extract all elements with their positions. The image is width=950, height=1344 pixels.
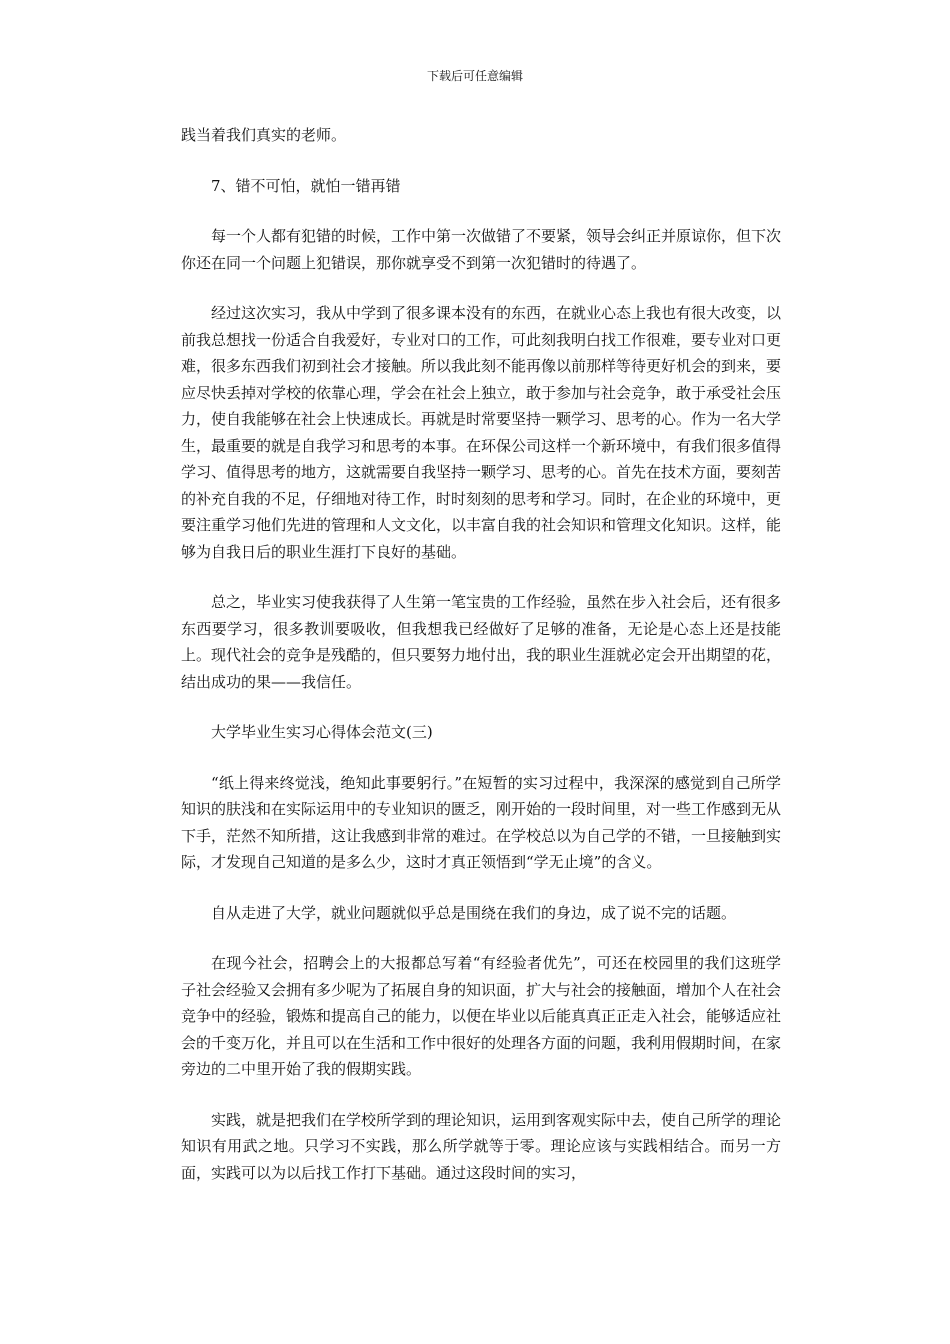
section-heading: 7、错不可怕，就怕一错再错	[211, 176, 401, 195]
paragraph: 经过这次实习，我从中学到了很多课本没有的东西，在就业心态上我也有很大改变，以前我总想找一份适合自我爱好，专业对口的工作，可此刻我明白找工作很难，要专业对口更难，很多东西我们初到社会才接触。所以我此刻不能再像以前那样等待更好机会的到来，要应尽快丢掉对学校的依靠心理，学会在社会上独立，敢于参加与社会竞争，敢于承受社会压力，使自我能够在社会上快速成长。再就是时常要坚持一颗学习、思考的心。作为一名大学生，最重要的就是自我学习和思考的本事。在环保公司这样一个新环境中，有我们很多值得学习、值得思考的地方，这就需要自我坚持一颗学习、思考的心。首先在技术方面，要刻苦的补充自我的不足，仔细地对待工作，时时刻刻的思考和学习。同时，在企业的环境中，更要注重学习他们先进的管理和人文文化，以丰富自我的社会知识和管理文化知识。这样，能够为自我日后的职业生涯打下良好的基础。	[181, 304, 782, 561]
section-heading: 大学毕业生实习心得体会范文(三)	[211, 723, 433, 741]
paragraph: “纸上得来终觉浅，绝知此事要躬行。”在短暂的实习过程中，我深深的感觉到自己所学知识的肤浅和在实际运用中的专业知识的匮乏，刚开始的一段时间里，对一些工作感到无从下手，茫然不知所措，这让我感到非常的难过。在学校总以为自己学的不错，一旦接触到实际，才发现自己知道的是多么少，这时才真正领悟到“学无止境”的含义。	[181, 773, 782, 871]
paragraph: 践当着我们真实的老师。	[181, 126, 347, 144]
document-body	[181, 122, 781, 1210]
page-header: 下载后可任意编辑	[426, 69, 523, 83]
paragraph: 每一个人都有犯错的时候，工作中第一次做错了不要紧，领导会纠正并原谅你，但下次你还在同一个问题上犯错误，那你就享受不到第一次犯错时的待遇了。	[181, 227, 782, 272]
paragraph: 总之，毕业实习使我获得了人生第一笔宝贵的工作经验，虽然在步入社会后，还有很多东西要学习，很多教训要吸收，但我想我已经做好了足够的准备，无论是心态上还是技能上。现代社会的竞争是残酷的，但只要努力地付出，我的职业生涯就必定会开出期望的花，结出成功的果——我信任。	[181, 593, 782, 691]
paragraph: 在现今社会，招聘会上的大报都总写着“有经验者优先”，可还在校园里的我们这班学子社会经验又会拥有多少呢为了拓展自身的知识面，扩大与社会的接触面，增加个人在社会竞争中的经验，锻炼和提高自己的能力，以便在毕业以后能真真正正走入社会，能够适应社会的千变万化，并且可以在生活和工作中很好的处理各方面的问题，我利用假期时间，在家旁边的二中里开始了我的假期实践。	[181, 954, 782, 1078]
paragraph: 实践，就是把我们在学校所学到的理论知识，运用到客观实际中去，使自己所学的理论知识有用武之地。只学习不实践，那么所学就等于零。理论应该与实践相结合。而另一方面，实践可以为以后找工作打下基础。通过这段时间的实习，	[181, 1110, 782, 1182]
paragraph: 自从走进了大学，就业问题就似乎总是围绕在我们的身边，成了说不完的话题。	[211, 903, 737, 922]
